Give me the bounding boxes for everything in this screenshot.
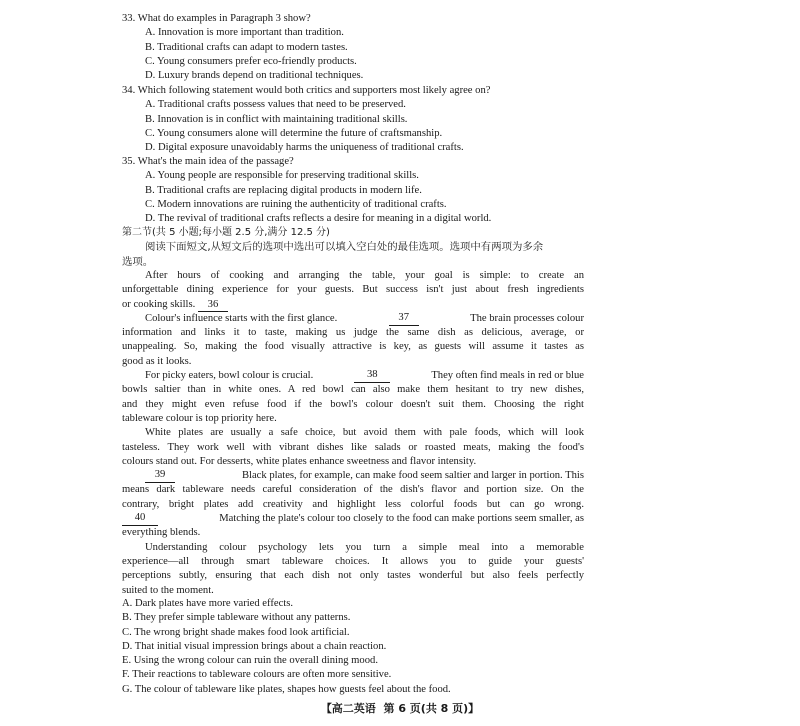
passage-text: Matching the plate's colour too closely to the food can make portions seem smaller, as bbox=[219, 513, 584, 525]
question-33 bbox=[122, 12, 584, 83]
question-stem: 34. Which following statement would both critics and supporters most likely agree on? bbox=[122, 85, 491, 96]
choice-a: A. Dark plates have more varied effects. bbox=[122, 598, 293, 609]
option-c: C. Young consumers alone will determine the future of craftsmanship. bbox=[145, 127, 443, 139]
passage-line: good as it looks. bbox=[122, 355, 192, 367]
question-stem: 33. What do examples in Paragraph 3 show? bbox=[122, 13, 311, 24]
footer-page-number: 第 6 页(共 8 页)】 bbox=[383, 702, 480, 715]
option-d: D. The revival of traditional crafts reflects a desire for meaning in a digital world. bbox=[145, 213, 492, 225]
blank-36[interactable]: 36 bbox=[198, 299, 228, 312]
choice-g: G. The colour of tableware like plates, shapes how guests feel about the food. bbox=[122, 683, 451, 695]
passage-line: colours stand out. For desserts, white plates enhance sweetness and flavor intensity. bbox=[122, 455, 477, 467]
option-c: C. Young consumers prefer eco-friendly products. bbox=[145, 55, 357, 67]
passage-line: everything blends. bbox=[122, 527, 201, 539]
passage-line: tasteless. They work well with vibrant dishes like salads or roasted meats, making the food's bbox=[122, 441, 584, 453]
passage-line: White plates are usually a safe choice, but avoid them with pale foods, which will look bbox=[145, 427, 584, 439]
choice-c: C. The wrong bright shade makes food look artificial. bbox=[122, 626, 350, 638]
page-footer bbox=[0, 702, 800, 716]
question-stem: 35. What's the main idea of the passage? bbox=[122, 156, 294, 167]
passage-line: information and links it to taste, making us judge the same dish as delicious, average, or bbox=[122, 327, 584, 339]
choice-f: F. Their reactions to tableware colours are often more sensitive. bbox=[122, 669, 392, 681]
passage-line: perceptions subtly, ensuring that each dish not only tastes wonderful but also feels perfectly bbox=[122, 570, 584, 582]
blank-39[interactable]: 39 bbox=[145, 469, 175, 483]
footer-subject: 【高二英语 bbox=[320, 702, 376, 715]
blank-37[interactable]: 37 bbox=[389, 312, 419, 326]
passage-line bbox=[122, 312, 584, 326]
passage-line: After hours of cooking and arranging the table, your goal is simple: to create an bbox=[145, 270, 584, 281]
passage bbox=[122, 269, 584, 598]
option-d: D. Luxury brands depend on traditional techniques. bbox=[145, 70, 364, 82]
section-2-header bbox=[122, 226, 584, 269]
choice-e: E. Using the wrong colour can ruin the overall dining mood. bbox=[122, 655, 378, 667]
passage-line: bowls saltier than in white ones. A red bowl can also make them hesitant to try new dishes, bbox=[122, 384, 584, 396]
passage-line bbox=[122, 469, 584, 483]
passage-text: For picky eaters, bowl colour is crucial. bbox=[145, 370, 314, 382]
question-35 bbox=[122, 155, 584, 226]
passage-line: suited to the moment. bbox=[122, 584, 214, 596]
choice-list bbox=[122, 597, 584, 697]
passage-text: Black plates, for example, can make food seem saltier and larger in portion. This bbox=[241, 470, 584, 482]
passage-line: Understanding colour psychology lets you turn a simple meal into a memorable bbox=[145, 541, 584, 553]
blank-38[interactable]: 38 bbox=[354, 369, 390, 383]
option-d: D. Digital exposure unavoidably harms the uniqueness of traditional crafts. bbox=[145, 142, 464, 154]
passage-line bbox=[122, 512, 584, 526]
option-b: B. Traditional crafts can adapt to modern tastes. bbox=[145, 41, 348, 53]
passage-line bbox=[122, 298, 584, 312]
choice-b: B. They prefer simple tableware without any patterns. bbox=[122, 612, 351, 624]
passage-line: unforgettable dining experience for your guests. But success isn't just about fresh ingredients bbox=[122, 284, 584, 296]
section-instruction-cont: 选项。 bbox=[122, 255, 154, 268]
section-instruction: 阅读下面短文,从短文后的选项中选出可以填入空白处的最佳选项。选项中有两项为多余 bbox=[145, 241, 544, 254]
passage-text: They often find meals in red or blue bbox=[431, 370, 584, 382]
blank-40[interactable]: 40 bbox=[122, 512, 158, 526]
option-c: C. Modern innovations are ruining the authenticity of traditional crafts. bbox=[145, 198, 447, 210]
passage-line bbox=[122, 369, 584, 383]
passage-line: unappealing. So, making the food visually attractive is key, as guests will assume it tastes as bbox=[122, 341, 584, 353]
passage-line: means dark tableware needs careful consideration of the dish's flavor and portion size. On the bbox=[122, 484, 584, 496]
option-a: A. Young people are responsible for preserving traditional skills. bbox=[145, 170, 419, 182]
passage-text: Colour's influence starts with the first glance. bbox=[145, 312, 338, 324]
passage-line: experience—all through smart tableware choices. It allows you to guide your guests' bbox=[122, 555, 584, 567]
passage-line: contrary, bright plates add creativity and highlight less colorful foods but can go wrong. bbox=[122, 498, 584, 510]
option-a: A. Traditional crafts possess values that need to be preserved. bbox=[145, 99, 406, 111]
choice-d: D. That initial visual impression brings about a chain reaction. bbox=[122, 640, 387, 652]
option-a: A. Innovation is more important than tradition. bbox=[145, 27, 344, 39]
section-heading: 第二节(共 5 小题;每小题 2.5 分,满分 12.5 分) bbox=[122, 227, 330, 238]
passage-text: The brain processes colour bbox=[470, 312, 584, 324]
passage-line: and they might even refuse food if the bowl's colour doesn't suit them. Choosing the right bbox=[122, 398, 584, 410]
passage-text: or cooking skills. bbox=[122, 298, 196, 310]
option-b: B. Traditional crafts are replacing digital products in modern life. bbox=[145, 184, 422, 196]
question-34 bbox=[122, 84, 584, 155]
passage-line: tableware colour is top priority here. bbox=[122, 412, 277, 424]
option-b: B. Innovation is in conflict with maintaining traditional skills. bbox=[145, 113, 408, 125]
